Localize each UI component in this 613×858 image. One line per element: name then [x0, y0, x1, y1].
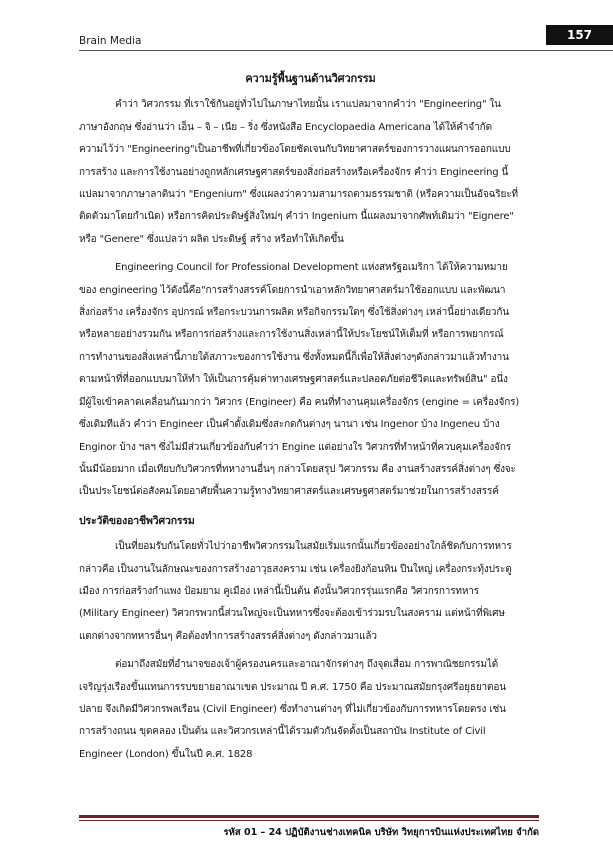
text-line: มีผู้ใจเข้าคลาดเคลื่อนกันมากว่า วิศวกร (Engineer) คือ คนที่ทำงานคุมเครื่องจักร (engine = เครื่องจักร) [79, 396, 520, 408]
text-line: ของ engineering ไว้ดังนี้คือ"การสร้างสรรค์โดยการนำเอาหลักวิทยาศาสตร์มาใช้ออกแบบ และพัฒนา [79, 284, 506, 296]
paragraph-definition [79, 94, 542, 251]
text-line: ตามหน้าที่ที่ออกแบบมาให้ทำ ให้เป็นการคุ้มค่าทางเศรษฐศาสตร์และปลอดภัยต่อชีวิตและทรัพย์สิน" อนึ่ง [79, 374, 508, 386]
paragraph-civil [79, 654, 542, 766]
text-line: แตกต่างจากทหารอื่นๆ คือต้องทำการสร้างสรรค์สิ่งต่างๆ ดังกล่าวมาแล้ว [79, 630, 377, 642]
text-line: เจริญรุ่งเรืองขึ้นแทนการรบขยายอาณาเขต ประมาณ ปี ค.ศ. 1750 คือ ประมาณสมัยกรุงศรีอยุธยาตอน [79, 681, 506, 693]
text-line: เมือง การก่อสร้างกำแพง ป้อมยาม คูเมือง เหล่านี้เป็นต้น ดังนั้นวิศวกรรุ่นแรกคือ วิศวกรการทหาร [79, 585, 479, 597]
publisher-name: Brain Media [79, 35, 142, 47]
text-line: เป็นที่ยอมรับกันโดยทั่วไปว่าอาชีพวิศวกรรมในสมัยเริ่มแรกนั้นเกี่ยวข้องอย่างใกล้ชิดกับการทหาร [115, 541, 512, 553]
text-line: ภาษาอังกฤษ ซึ่งอ่านว่า เอ็น – จิ – เนีย – ริ่ง ซึ่งหนังสือ Encyclopaedia Americana ได้ให้คำจำกัด [79, 121, 492, 133]
footer-course-code: รหัส 01 – 24 ปฏิบัติงานช่างเทคนิค บริษัท วิทยุการบินแห่งประเทศไทย จำกัด [223, 827, 539, 838]
text-line: Engineering Council for Professional Development แห่งสหรัฐอเมริกา ได้ให้ความหมาย [115, 262, 508, 274]
footer-divider-thick [79, 815, 539, 818]
text-line: การสร้างถนน ขุดคลอง เป็นต้น และวิศวกรเหล่านี้ได้รวมตัวกันจัดตั้งเป็นสถาบัน Institute of Civil [79, 726, 486, 738]
text-line: ต่อมาถึงสมัยที่อำนาจของเจ้าผู้ครองนครและอาณาจักรต่างๆ ถึงจุดเสื่อม การพาณิชยกรรมได้ [115, 659, 499, 671]
document-body [79, 68, 542, 772]
document-title: ความรู้พื้นฐานด้านวิศวกรรม [245, 72, 376, 85]
text-line: ติดตัวมาโดยกำเนิด) หรือการคิดประดิษฐ์สิ่งใหม่ๆ คำว่า Ingenium นี้แผลงมาจากศัพท์เดิมว่า "Eignere" [79, 211, 514, 223]
text-line: สิ่งก่อสร้าง เครื่องจักร อุปกรณ์ หรือกระบวนการผลิต หรือกิจกรรมใดๆ ซึ่งใช้สิ่งต่างๆ เหล่านี้อย่างเดียวกัน [79, 307, 509, 319]
paragraph-ecpd [79, 257, 542, 503]
text-line: หรือหลายอย่างรวมกัน หรือการก่อสร้างและการใช้งานสิ่งเหล่านี้ให้ประโยชน์ให้เต็มที่ หรือการพยากรณ์ [79, 329, 504, 341]
paragraph-military [79, 536, 542, 648]
footer-divider-thin [79, 820, 539, 821]
text-line: หรือ "Genere" ซึ่งแปลว่า ผลิต ประดิษฐ์ สร้าง หรือทำให้เกิดขึ้น [79, 233, 344, 245]
text-line: การสร้าง และการใช้งานอย่างถูกหลักเศรษฐศาสตร์ของสิ่งก่อสร้างหรือเครื่องจักร คำว่า Engineering นี้ [79, 166, 509, 178]
text-line: (Military Engineer) วิศวกรพวกนี้ส่วนใหญ่จะเป็นทหารซึ่งจะต้องเข้าร่วมรบในสงคราม แต่หน้าที่พิเศษ [79, 608, 505, 620]
text-line: ซึ่งเดิมทีแล้ว คำว่า Engineer เป็นคำดั้งเดิมซึ่งสะกดกันต่างๆ นานา เช่น Ingenor บ้าง Ingeneu บ้าง [79, 419, 500, 431]
header-divider [79, 50, 613, 51]
section-heading: ประวัติของอาชีพวิศวกรรม [79, 514, 195, 527]
text-line: นั้นมีน้อยมาก เมื่อเทียบกับวิศวกรที่ทหางานอื่นๆ กล่าวโดยสรุป วิศวกรรม คือ งานสร้างสรรค์สิ่งต่างๆ ซึ่งจะ [79, 463, 516, 475]
page-number-badge: 157 [546, 25, 613, 45]
text-line: Engineer (London) ขึ้นในปี ค.ศ. 1828 [79, 748, 253, 760]
text-line: คำว่า วิศวกรรม ที่เราใช้กันอยู่ทั่วไปในภาษาไทยนั้น เราแปลมาจากคำว่า "Engineering" ใน [115, 99, 501, 111]
text-line: เป็นประโยชน์ต่อสังคมโดยอาศัยพื้นความรู้ทางวิทยาศาสตร์และเศรษฐศาสตร์มาช่วยในการสร้างสรรค์ [79, 486, 499, 498]
text-line: Enginor บ้าง ฯลฯ ซึ่งไม่มีส่วนเกี่ยวข้องกับคำว่า Engine แต่อย่างใร วิศวกรที่ทำหน้าที่ควบคุมเครื่องจักร [79, 441, 511, 453]
text-line: การทำงานของสิ่งเหล่านี้ภายใต้สภาวะของการใช้งาน ซึ่งทั้งหมดนี้ก็เพื่อให้สิ่งต่างๆดังกล่าวมาแล้วทำงาน [79, 351, 509, 363]
text-line: ความไว้ว่า "Engineering"เป็นอาชีพที่เกี่ยวข้องโดยชัดเจนกับวิทยาศาสตร์ของการวางแผนการออกแบบ [79, 144, 511, 156]
text-line: กล่าวคือ เป็นงานในลักษณะของการสร้างอาวุธสงคราม เช่น เครื่องยิงก้อนหิน ปืนใหญ่ เครื่องกระทุ้งประตู [79, 563, 512, 575]
text-line: ปลาย จึงเกิดมีวิศวกรพลเรือน (Civil Engineer) ซึ่งทำงานต่างๆ ที่ไม่เกี่ยวข้องกับการทหารโดยตรง เช่น [79, 703, 506, 715]
text-line: แปลมาจากภาษาลาตินว่า "Engenium" ซึ่งแผลงว่าความสามารถตามธรรมชาติ (หรือความเป็นอัจฉริยะที่ [79, 189, 518, 201]
